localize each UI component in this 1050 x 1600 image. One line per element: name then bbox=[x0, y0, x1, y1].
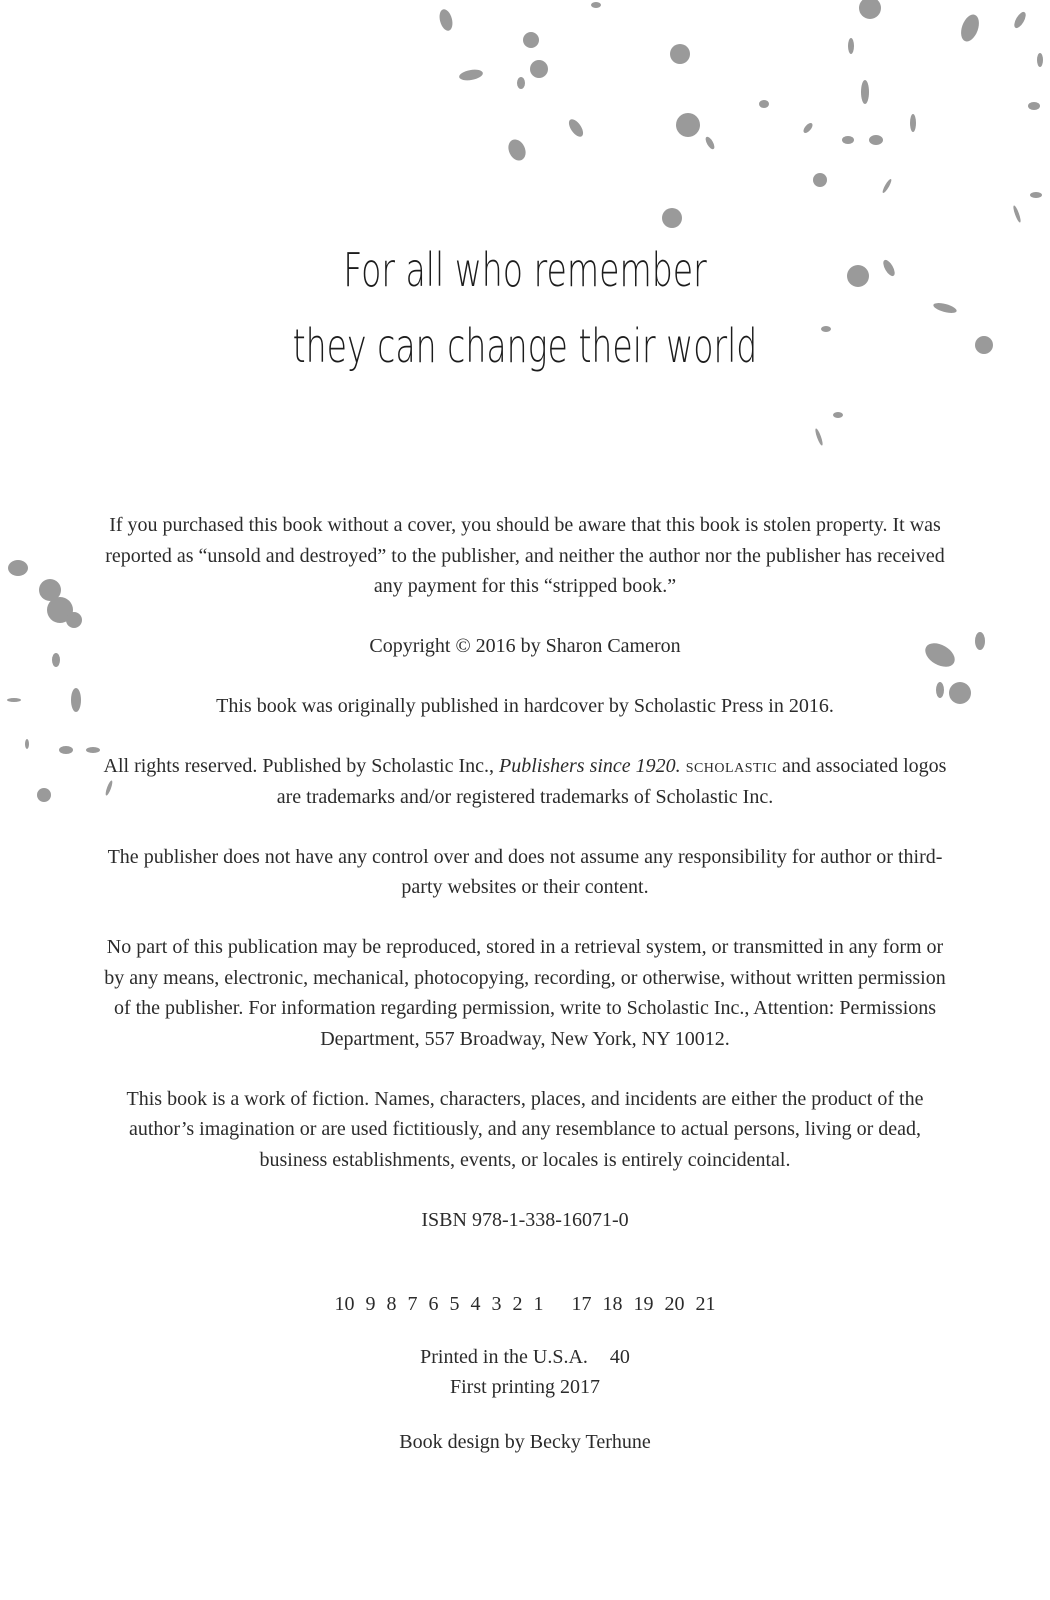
petal bbox=[670, 44, 690, 64]
petal bbox=[7, 698, 21, 702]
petal bbox=[530, 60, 548, 78]
petal bbox=[25, 739, 29, 749]
petal bbox=[859, 0, 881, 19]
petal bbox=[848, 38, 854, 54]
petal bbox=[458, 68, 483, 82]
petal bbox=[881, 178, 892, 194]
dedication-line-2: they can change their world bbox=[292, 319, 758, 373]
original-publication-note: This book was originally published in hardcover by Scholastic Press in 2016. bbox=[216, 695, 834, 717]
fiction-disclaimer: This book is a work of fiction. Names, characters, places, and incidents are either the product of the author’s imagination or are used fictitiously, and any resemblance to actual persons, living or dead, business establishments, events, or locales is entirely coincidental. bbox=[126, 1087, 924, 1171]
petal bbox=[517, 77, 525, 89]
petal bbox=[37, 788, 51, 802]
petal bbox=[47, 597, 73, 623]
petal bbox=[759, 100, 769, 108]
petal bbox=[1012, 10, 1028, 30]
petal bbox=[86, 747, 100, 753]
copyright-line: Copyright © 2016 by Sharon Cameron bbox=[369, 635, 681, 657]
petal bbox=[676, 113, 700, 137]
petal bbox=[1012, 205, 1022, 223]
petal bbox=[958, 12, 983, 44]
scholastic-brand: scholastic bbox=[685, 755, 778, 777]
copyright-page-text bbox=[100, 510, 950, 1487]
petal bbox=[704, 135, 716, 150]
petal bbox=[869, 135, 883, 145]
petal bbox=[8, 560, 28, 576]
petal bbox=[949, 682, 971, 704]
petal bbox=[802, 121, 814, 134]
petal bbox=[566, 117, 586, 139]
petal bbox=[505, 137, 529, 164]
petal bbox=[813, 173, 827, 187]
dedication bbox=[0, 232, 1050, 384]
dedication-line-1: For all who remember bbox=[343, 243, 707, 297]
isbn: ISBN 978-1-338-16071-0 bbox=[421, 1208, 629, 1231]
petal bbox=[861, 80, 869, 104]
printing-line bbox=[100, 1289, 950, 1320]
petal bbox=[814, 428, 824, 446]
petal bbox=[975, 632, 985, 650]
reproduction-notice: No part of this publication may be reproduced, stored in a retrieval system, or transmitted in any form or by any means, electronic, mechanical, photocopying, recording, or otherwise, without written permission of the publisher. For information regarding permission, write to Scholastic Inc., Attention: Permissions Department, 557 Broadway, New York, NY 10012. bbox=[104, 936, 946, 1050]
printing-years: 17 18 19 20 21 bbox=[571, 1293, 716, 1315]
petal bbox=[833, 412, 843, 418]
websites-disclaimer: The publisher does not have any control over and does not assume any responsibility for author or third-party websites or their content. bbox=[107, 845, 943, 898]
petal bbox=[52, 653, 60, 667]
rights-reserved-paragraph: All rights reserved. Published by Scholastic Inc., Publishers since 1920. scholastic and associated logos are trademarks and/or registered trademarks of Scholastic Inc. bbox=[103, 755, 947, 808]
petal bbox=[1028, 102, 1040, 110]
petal bbox=[842, 136, 854, 144]
petal bbox=[71, 688, 81, 712]
petal bbox=[59, 746, 73, 754]
petal bbox=[523, 32, 539, 48]
printing-numbers: 10 9 8 7 6 5 4 3 2 1 bbox=[334, 1293, 544, 1315]
petal bbox=[1037, 53, 1043, 67]
first-printing: First printing 2017 bbox=[449, 1376, 600, 1398]
petal bbox=[591, 2, 601, 8]
petal bbox=[662, 208, 682, 228]
petal bbox=[1030, 192, 1042, 198]
petal bbox=[910, 114, 916, 132]
stripped-book-notice: If you purchased this book without a cover, you should be aware that this book is stolen property. It was reported as “unsold and destroyed” to the publisher, and neither the author nor the publisher has received any payment for this “stripped book.” bbox=[105, 514, 945, 597]
book-design-credit: Book design by Becky Terhune bbox=[399, 1430, 651, 1453]
petal bbox=[437, 8, 454, 32]
petal bbox=[39, 579, 61, 601]
printed-in: Printed in the U.S.A. 40 bbox=[420, 1345, 630, 1368]
petal bbox=[66, 612, 82, 628]
